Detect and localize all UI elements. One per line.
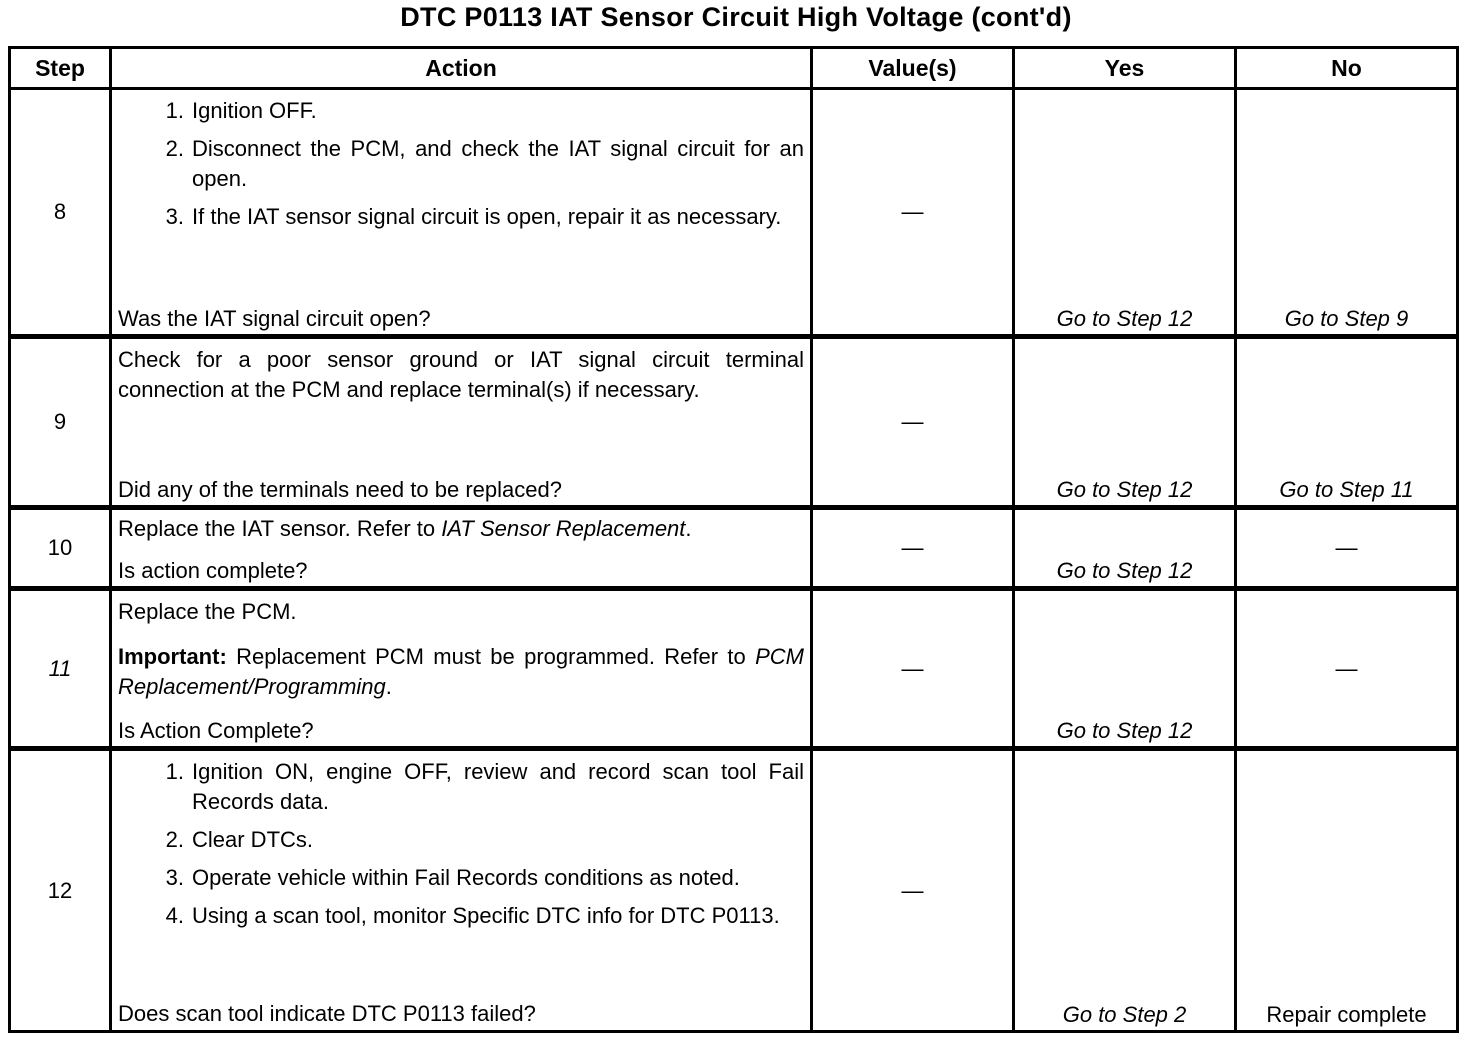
table-row bbox=[10, 589, 1458, 749]
action-text: Replace the IAT sensor. Refer to IAT Sensor Replacement. bbox=[118, 516, 692, 541]
table-header-row bbox=[10, 48, 1458, 89]
no-cell: Go to Step 9 bbox=[1236, 89, 1458, 337]
reference-link: IAT Sensor Replacement bbox=[441, 516, 686, 541]
value-cell: — bbox=[812, 89, 1014, 337]
no-cell: Repair complete bbox=[1236, 749, 1458, 1032]
table-row bbox=[10, 749, 1458, 1032]
yes-cell: Go to Step 12 bbox=[1014, 508, 1236, 589]
yes-cell: Go to Step 12 bbox=[1014, 337, 1236, 508]
yes-cell: Go to Step 12 bbox=[1014, 589, 1236, 749]
list-item: 1. Ignition OFF. bbox=[165, 98, 317, 123]
header-action: Action bbox=[111, 48, 812, 89]
list-item: 4. Using a scan tool, monitor Specific DTC info for DTC P0113. bbox=[165, 903, 780, 928]
header-yes: Yes bbox=[1014, 48, 1236, 89]
action-text: Check for a poor sensor ground or IAT signal circuit terminal connection at the PCM and replace terminal(s) if necessary. bbox=[118, 347, 804, 402]
yes-cell: Go to Step 2 bbox=[1014, 749, 1236, 1032]
step-number: 8 bbox=[10, 89, 111, 337]
step-number: 10 bbox=[10, 508, 111, 589]
page-title: DTC P0113 IAT Sensor Circuit High Voltage (cont'd) bbox=[400, 2, 1072, 32]
value-cell: — bbox=[812, 589, 1014, 749]
table-row bbox=[10, 89, 1458, 337]
list-item: 2. Disconnect the PCM, and check the IAT signal circuit for an open. bbox=[165, 136, 804, 191]
action-cell bbox=[111, 89, 812, 337]
list-item: 2. Clear DTCs. bbox=[165, 827, 314, 852]
action-cell bbox=[111, 508, 812, 589]
important-label: Important: bbox=[118, 643, 227, 669]
no-cell: — bbox=[1236, 508, 1458, 589]
action-steps-list bbox=[118, 90, 804, 240]
value-cell: — bbox=[812, 749, 1014, 1032]
no-cell: — bbox=[1236, 589, 1458, 749]
action-cell bbox=[111, 749, 812, 1032]
step-number: 11 bbox=[10, 589, 111, 749]
action-text: Replace the PCM. bbox=[118, 599, 297, 624]
action-question: Does scan tool indicate DTC P0113 failed? bbox=[118, 1001, 536, 1026]
action-question: Is Action Complete? bbox=[118, 718, 314, 743]
important-note: Important: Replacement PCM must be programmed. Refer to PCM Replacement/Programming. bbox=[118, 643, 804, 699]
action-question: Did any of the terminals need to be replaced? bbox=[118, 477, 562, 502]
yes-cell: Go to Step 12 bbox=[1014, 89, 1236, 337]
reference-link: PCM Replacement/Programming bbox=[118, 643, 804, 699]
table-row bbox=[10, 508, 1458, 589]
step-number: 12 bbox=[10, 749, 111, 1032]
diagnostic-table bbox=[8, 46, 1459, 1033]
value-cell: — bbox=[812, 508, 1014, 589]
action-steps-list bbox=[118, 751, 804, 931]
list-item: 3. Operate vehicle within Fail Records conditions as noted. bbox=[165, 865, 740, 890]
value-cell: — bbox=[812, 337, 1014, 508]
header-step: Step bbox=[10, 48, 111, 89]
action-question: Is action complete? bbox=[118, 558, 308, 583]
no-cell: Go to Step 11 bbox=[1236, 337, 1458, 508]
header-no: No bbox=[1236, 48, 1458, 89]
action-cell bbox=[111, 589, 812, 749]
header-values: Value(s) bbox=[812, 48, 1014, 89]
action-question: Was the IAT signal circuit open? bbox=[118, 306, 431, 331]
action-cell bbox=[111, 337, 812, 508]
list-item: 1. Ignition ON, engine OFF, review and record scan tool Fail Records data. bbox=[165, 759, 804, 814]
table-row bbox=[10, 337, 1458, 508]
list-item: 3. If the IAT sensor signal circuit is open, repair it as necessary. bbox=[165, 204, 782, 229]
step-number: 9 bbox=[10, 337, 111, 508]
